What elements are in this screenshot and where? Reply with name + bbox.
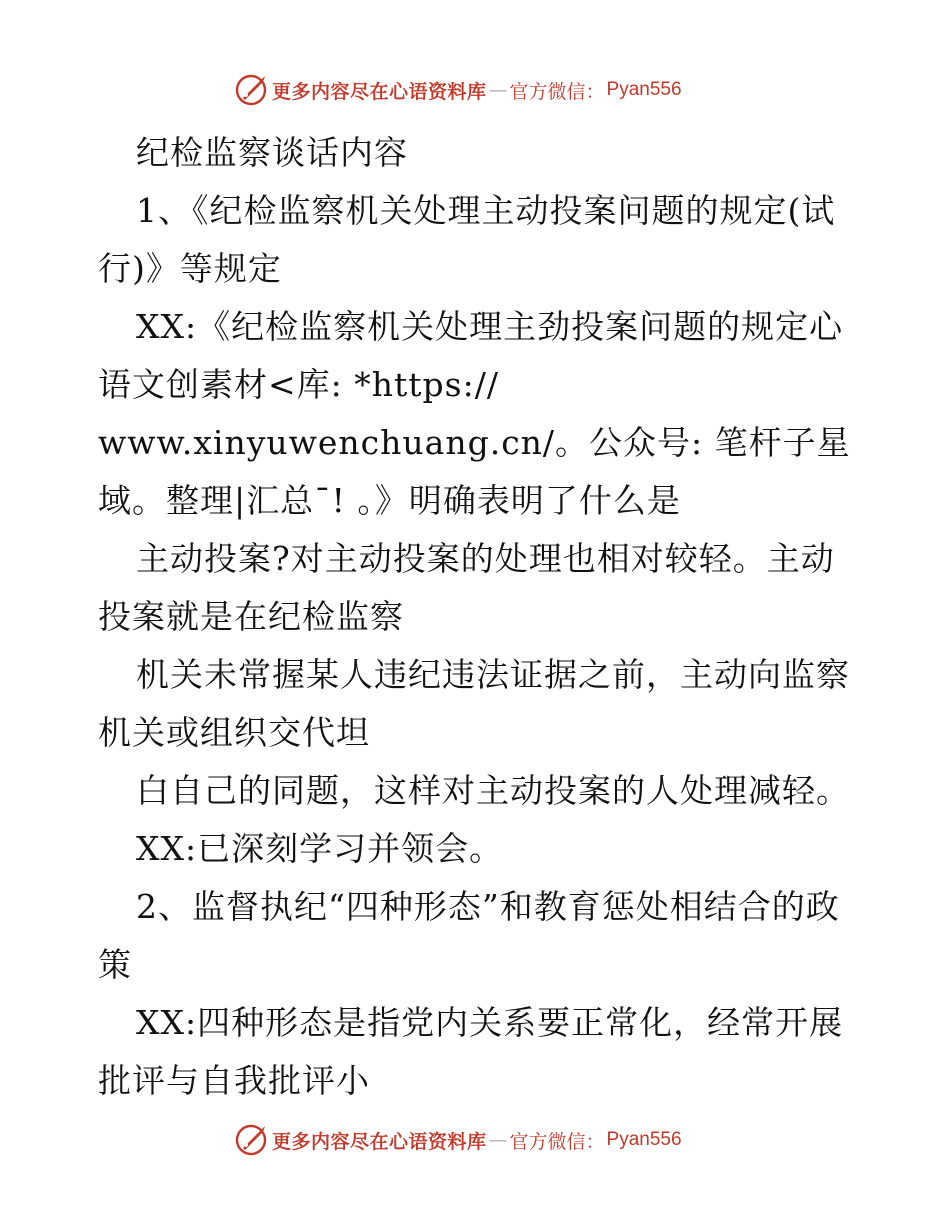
footer-watermark-banner — [234, 1123, 682, 1157]
paragraph: 主动投案?对主动投案的处理也相对较轻。主动投案就是在纪检监察 — [98, 539, 835, 636]
paragraph: XX:《纪检监察机关处理主劲投案问题的规定心语文创素材<库: *https:// — [98, 307, 844, 404]
banner-wechat-label: 官方微信： — [509, 1130, 605, 1153]
document-title: 纪检监察谈话内容 — [136, 133, 408, 172]
banner-main-text: 更多内容尽在心语资料库 — [272, 1130, 487, 1153]
section-heading-2: 2、监督执纪“四种形态”和教育惩处相结合的政策 — [98, 887, 840, 984]
banner-wechat-id: Pyan556 — [606, 1129, 682, 1150]
paragraph: XX:四种形态是指党内关系要正常化，经常开展批评与自我批评小 — [98, 1003, 844, 1100]
paragraph: XX:已深刻学习并领会。 — [136, 829, 504, 868]
banner-separator: — — [488, 1129, 508, 1151]
banner-separator: — — [488, 79, 508, 101]
section-heading-1: 1、《纪检监察机关处理主动投案问题的规定(试行)》等规定 — [98, 191, 836, 288]
document-body — [98, 124, 858, 1110]
header-watermark-banner — [234, 73, 682, 107]
banner-wechat-id: Pyan556 — [606, 79, 682, 100]
paragraph: www.xinyuwenchuang.cn/。公众号: 笔杆子星域。整理|汇总¯! 。》明确表明了什么是 — [98, 423, 851, 520]
banner-main-text: 更多内容尽在心语资料库 — [272, 80, 487, 103]
paragraph: 机关未常握某人违纪违法证据之前，主动向监察机关或组织交代坦 — [98, 655, 850, 752]
quill-pen-logo-icon — [234, 73, 268, 107]
banner-wechat-label: 官方微信： — [509, 80, 605, 103]
quill-pen-logo-icon — [234, 1123, 268, 1157]
paragraph: 白自己的同题，这样对主动投案的人处理减轻。 — [136, 771, 850, 810]
